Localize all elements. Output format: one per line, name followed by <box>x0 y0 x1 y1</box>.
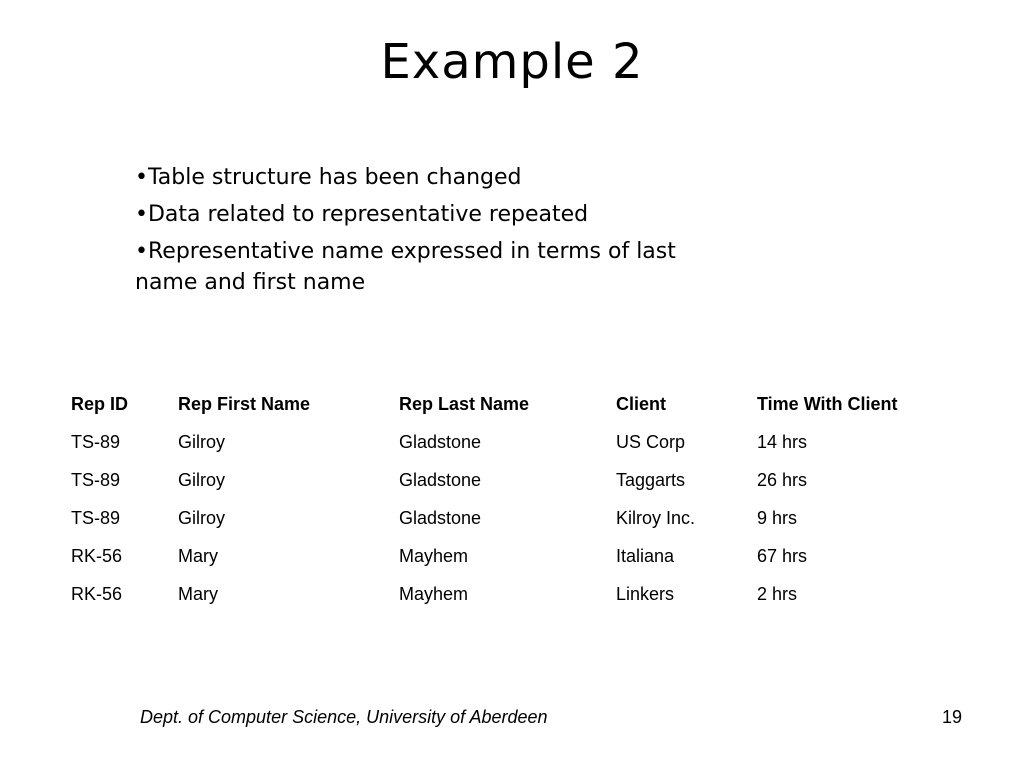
cell-client: US Corp <box>616 431 686 452</box>
cell-rep-first-name: Gilroy <box>178 507 226 528</box>
cell-rep-id: RK-56 <box>71 583 123 604</box>
bullet-dot: • <box>135 165 148 190</box>
table-header-row <box>71 385 937 423</box>
cell-rep-last-name: Gladstone <box>399 507 482 528</box>
cell-rep-last-name: Gladstone <box>399 469 482 490</box>
bullet-dot: • <box>135 239 148 264</box>
cell-rep-first-name: Mary <box>178 545 218 566</box>
slide-title: Example 2 <box>380 34 644 90</box>
bullet-dot: • <box>135 202 148 227</box>
bullet-item <box>135 236 735 298</box>
table-row <box>71 499 937 537</box>
page-number: 19 <box>941 707 962 727</box>
column-header-time-with-client: Time With Client <box>757 393 898 414</box>
footer-department: Dept. of Computer Science, University of Aberdeen <box>140 707 548 727</box>
cell-rep-id: TS-89 <box>71 431 121 452</box>
bullet-item <box>135 162 735 193</box>
cell-rep-id: TS-89 <box>71 469 121 490</box>
cell-client: Taggarts <box>616 469 686 490</box>
cell-rep-id: TS-89 <box>71 507 121 528</box>
column-header-rep-last-name: Rep Last Name <box>399 393 530 414</box>
bullet-text: Data related to representative repeated <box>147 202 589 227</box>
cell-time-with-client: 9 hrs <box>757 507 798 528</box>
cell-rep-last-name: Gladstone <box>399 431 482 452</box>
cell-rep-first-name: Gilroy <box>178 431 226 452</box>
table-row <box>71 461 937 499</box>
cell-time-with-client: 67 hrs <box>757 545 808 566</box>
cell-rep-first-name: Gilroy <box>178 469 226 490</box>
cell-client: Italiana <box>616 545 675 566</box>
table-row <box>71 537 937 575</box>
cell-client: Linkers <box>616 583 675 604</box>
bullet-item <box>135 199 735 230</box>
column-header-client: Client <box>616 393 667 414</box>
cell-time-with-client: 2 hrs <box>757 583 798 604</box>
cell-rep-id: RK-56 <box>71 545 123 566</box>
bullet-list <box>135 162 735 304</box>
cell-time-with-client: 14 hrs <box>757 431 808 452</box>
cell-client: Kilroy Inc. <box>616 507 696 528</box>
rep-client-table <box>71 385 937 613</box>
cell-rep-last-name: Mayhem <box>399 545 469 566</box>
bullet-text: Representative name expressed in terms of last name and first name <box>135 239 676 295</box>
table-row <box>71 575 937 613</box>
table-row <box>71 423 937 461</box>
bullet-text: Table structure has been changed <box>147 165 522 190</box>
cell-rep-first-name: Mary <box>178 583 218 604</box>
column-header-rep-id: Rep ID <box>71 393 129 414</box>
cell-rep-last-name: Mayhem <box>399 583 469 604</box>
cell-time-with-client: 26 hrs <box>757 469 808 490</box>
column-header-rep-first-name: Rep First Name <box>178 393 311 414</box>
